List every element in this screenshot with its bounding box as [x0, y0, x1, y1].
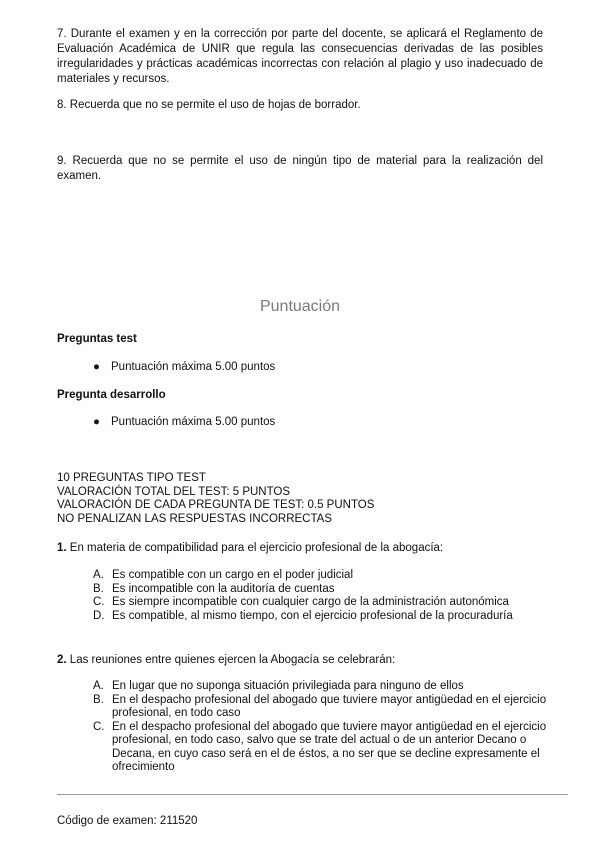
bullet-item-test [93, 360, 275, 375]
bullet-icon: ● [93, 361, 100, 373]
option-letter: B. [93, 693, 104, 706]
question-number: 1. [57, 542, 67, 554]
rule-9: 9. Recuerda que no se permite el uso de ningún tipo de material para la realización del examen. [57, 155, 543, 182]
answer-option[interactable] [93, 694, 553, 721]
option-letter: B. [93, 582, 104, 595]
bullet-icon: ● [93, 416, 100, 428]
option-letter: D. [93, 609, 105, 622]
option-letter: A. [93, 680, 104, 692]
footer-divider [57, 794, 568, 795]
option-text: Es siempre incompatible con cualquier cargo de la administración autonómica [112, 596, 509, 608]
option-letter: A. [93, 569, 104, 581]
answer-option[interactable] [93, 596, 553, 610]
question-number: 2. [57, 654, 67, 666]
question-1 [57, 541, 543, 556]
option-text: Es compatible con un cargo en el poder judicial [112, 569, 354, 581]
bullet-text: Puntuación máxima 5.00 puntos [111, 361, 276, 373]
question-text: Las reuniones entre quienes ejercen la Abogacía se celebrarán: [69, 654, 396, 666]
option-text: En el despacho profesional del abogado que tuviere mayor antigüedad en el ejercicio profesional, en todo caso [112, 693, 547, 719]
test-info-line: VALORACIÓN TOTAL DEL TEST: 5 PUNTOS [57, 485, 291, 498]
bullet-text: Puntuación máxima 5.00 puntos [111, 416, 276, 428]
option-text: En el despacho profesional del abogado que tuviere mayor antigüedad en el ejercicio profesional, en todo caso, salvo que se trate del actual o de un anterior Decano o Decana, en cuyo caso será en el de éstos, a no ser que se decline expresamente el ofrecimiento [112, 720, 547, 773]
exam-code: Código de examen: 211520 [57, 815, 198, 827]
test-info-line: NO PENALIZAN LAS RESPUESTAS INCORRECTAS [57, 512, 332, 525]
answer-option[interactable] [93, 569, 553, 583]
answer-option[interactable] [93, 680, 553, 694]
rule-8: 8. Recuerda que no se permite el uso de hojas de borrador. [57, 99, 361, 111]
option-text: En lugar que no suponga situación privilegiada para ninguno de ellos [112, 680, 464, 692]
option-letter: C. [93, 720, 105, 733]
answer-option[interactable] [93, 721, 553, 775]
question-2 [57, 653, 543, 668]
answer-option[interactable] [93, 583, 553, 597]
test-info [57, 472, 543, 526]
rule-7: 7. Durante el examen y en la corrección por parte del docente, se aplicará el Reglamento de Evaluación Académica de UNIR que regula las consecuencias derivadas de las posibles irregularidades y prácticas académicas incorrectas con relación al plagio y uso inadecuado de materiales y recursos. [57, 28, 543, 85]
question-2-options [93, 680, 553, 775]
answer-option[interactable] [93, 610, 553, 624]
question-text: En materia de compatibilidad para el ejercicio profesional de la abogacía: [69, 542, 444, 554]
option-text: Es incompatible con la auditoría de cuentas [112, 582, 335, 595]
test-info-line: VALORACIÓN DE CADA PREGUNTA DE TEST: 0.5 PUNTOS [57, 499, 375, 511]
option-letter: C. [93, 596, 105, 608]
section-heading-test: Preguntas test [57, 333, 137, 345]
option-text: Es compatible, al mismo tiempo, con el ejercicio profesional de la procuraduría [112, 609, 513, 622]
question-1-options [93, 569, 553, 623]
test-info-line: 10 PREGUNTAS TIPO TEST [57, 472, 206, 484]
bullet-item-essay [93, 415, 275, 430]
section-heading-essay: Pregunta desarrollo [57, 389, 166, 401]
scoring-title: Puntuación [259, 298, 341, 315]
